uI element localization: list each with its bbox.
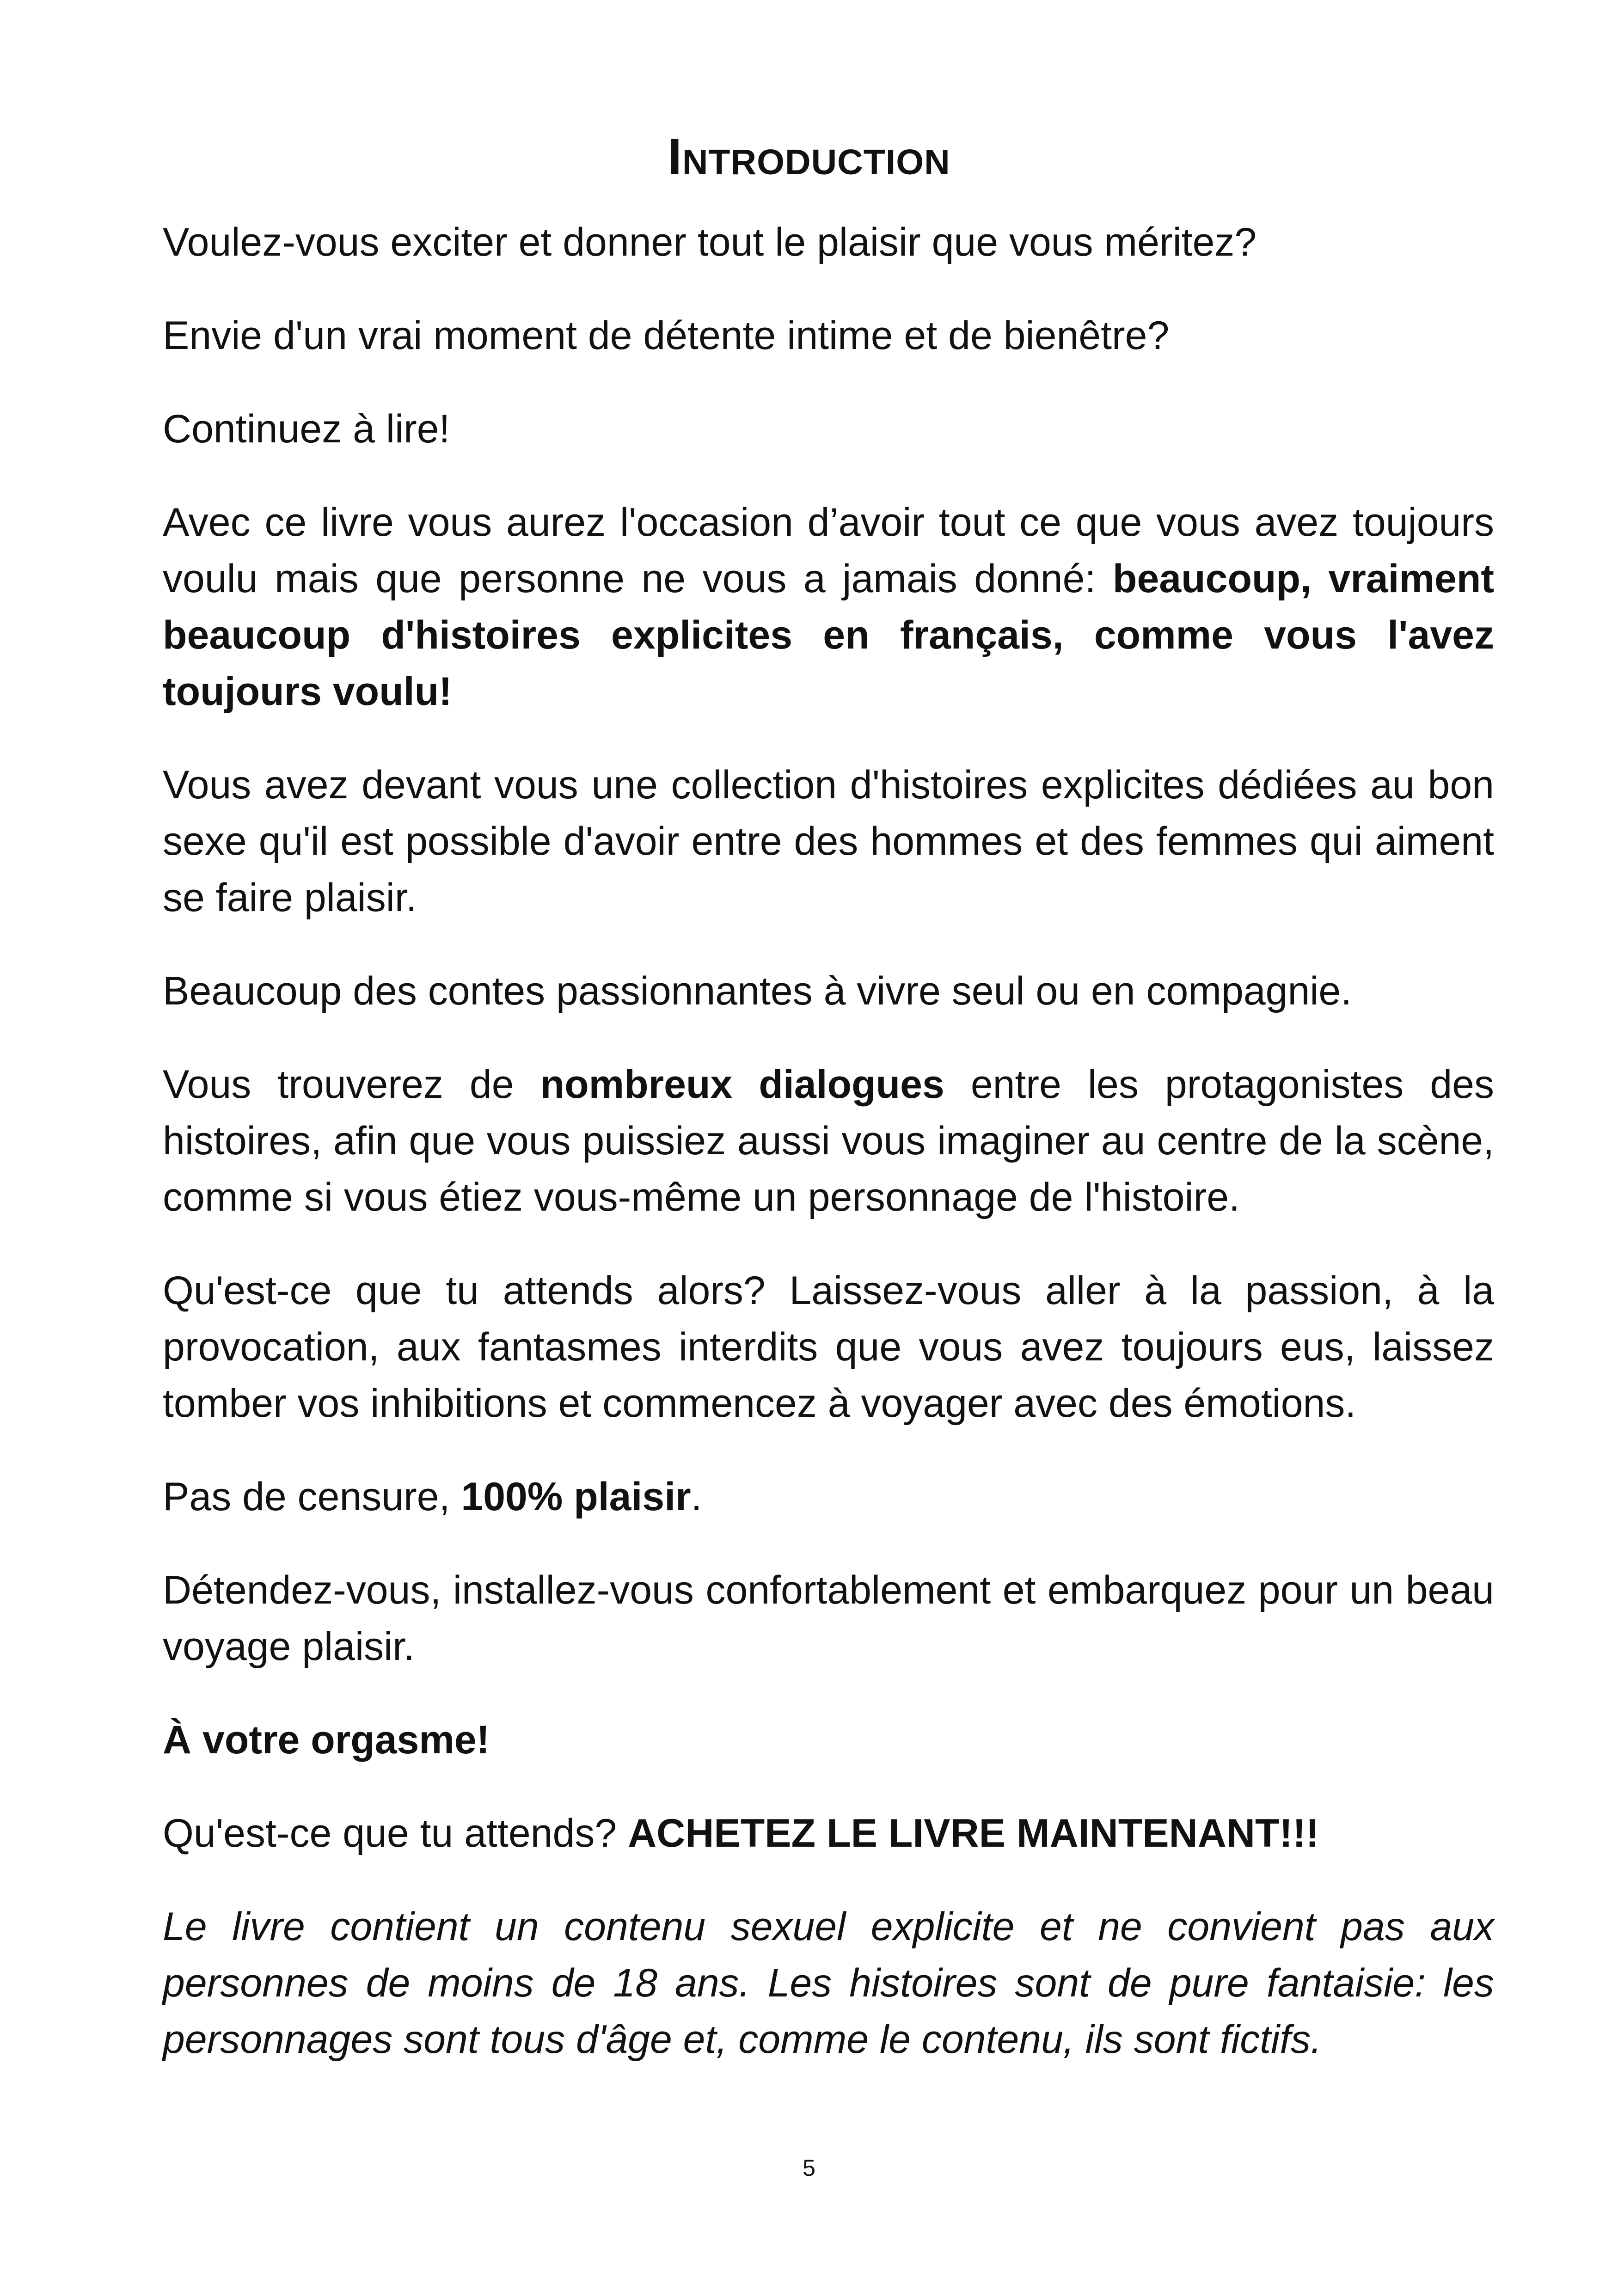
paragraph-11	[163, 1712, 1494, 1768]
paragraph-4-text: Avec ce livre vous aurez l'occasion d’avoir tout ce que vous avez toujours voulu mais que personne ne vous a jamais donné:	[163, 500, 1494, 601]
paragraph-2: Envie d'un vrai moment de détente intime et de bienêtre?	[163, 313, 1170, 358]
paragraph-7	[163, 1056, 1494, 1225]
paragraph-12-bold: ACHETEZ LE LIVRE MAINTENANT!!!	[628, 1811, 1319, 1855]
paragraph-4-bold: beaucoup, vraiment beaucoup d'histoires explicites en français, comme vous l'avez toujours voulu!	[163, 557, 1494, 714]
paragraph-3: Continuez à lire!	[163, 407, 450, 451]
paragraph-11-bold: À votre orgasme!	[163, 1718, 490, 1762]
paragraph-9-text: Pas de censure,	[163, 1475, 461, 1519]
disclaimer-paragraph: Le livre contient un contenu sexuel explicite et ne convient pas aux personnes de moins de 18 ans. Les histoires sont de pure fantaisie: les personnages sont tous d'âge et, comme le contenu, ils sont fictifs.	[163, 1904, 1494, 2062]
paragraph-5: Vous avez devant vous une collection d'histoires explicites dédiées au bon sexe qu'il est possible d'avoir entre des hommes et des femmes qui aiment se faire plaisir.	[163, 763, 1494, 920]
page-number: 5	[803, 2155, 815, 2181]
paragraph-6: Beaucoup des contes passionnantes à vivre seul ou en compagnie.	[163, 969, 1352, 1013]
paragraph-4	[163, 494, 1494, 720]
paragraph-7-bold: nombreux dialogues	[540, 1062, 944, 1107]
body-text	[163, 214, 1494, 2105]
paragraph-7-text-start: Vous trouverez de	[163, 1062, 540, 1107]
paragraph-8: Qu'est-ce que tu attends alors? Laissez-vous aller à la passion, à la provocation, aux fantasmes interdits que vous avez toujours eus, laissez tomber vos inhibitions et commencez à voyager avec des émotions.	[163, 1268, 1494, 1426]
paragraph-9-bold: 100% plaisir	[461, 1475, 691, 1519]
paragraph-1: Voulez-vous exciter et donner tout le plaisir que vous méritez?	[163, 220, 1257, 264]
paragraph-12	[163, 1805, 1494, 1861]
page-title: Introduction	[668, 129, 950, 185]
paragraph-9-period: .	[691, 1475, 702, 1519]
paragraph-7-text-end: entre les protagonistes des histoires, afin que vous puissiez aussi vous imaginer au centre de la scène, comme si vous étiez vous-même un personnage de l'histoire.	[163, 1062, 1494, 1219]
paragraph-9	[163, 1469, 1494, 1525]
paragraph-10: Détendez-vous, installez-vous confortablement et embarquez pour un beau voyage plaisir.	[163, 1568, 1494, 1669]
paragraph-12-text: Qu'est-ce que tu attends?	[163, 1811, 628, 1855]
